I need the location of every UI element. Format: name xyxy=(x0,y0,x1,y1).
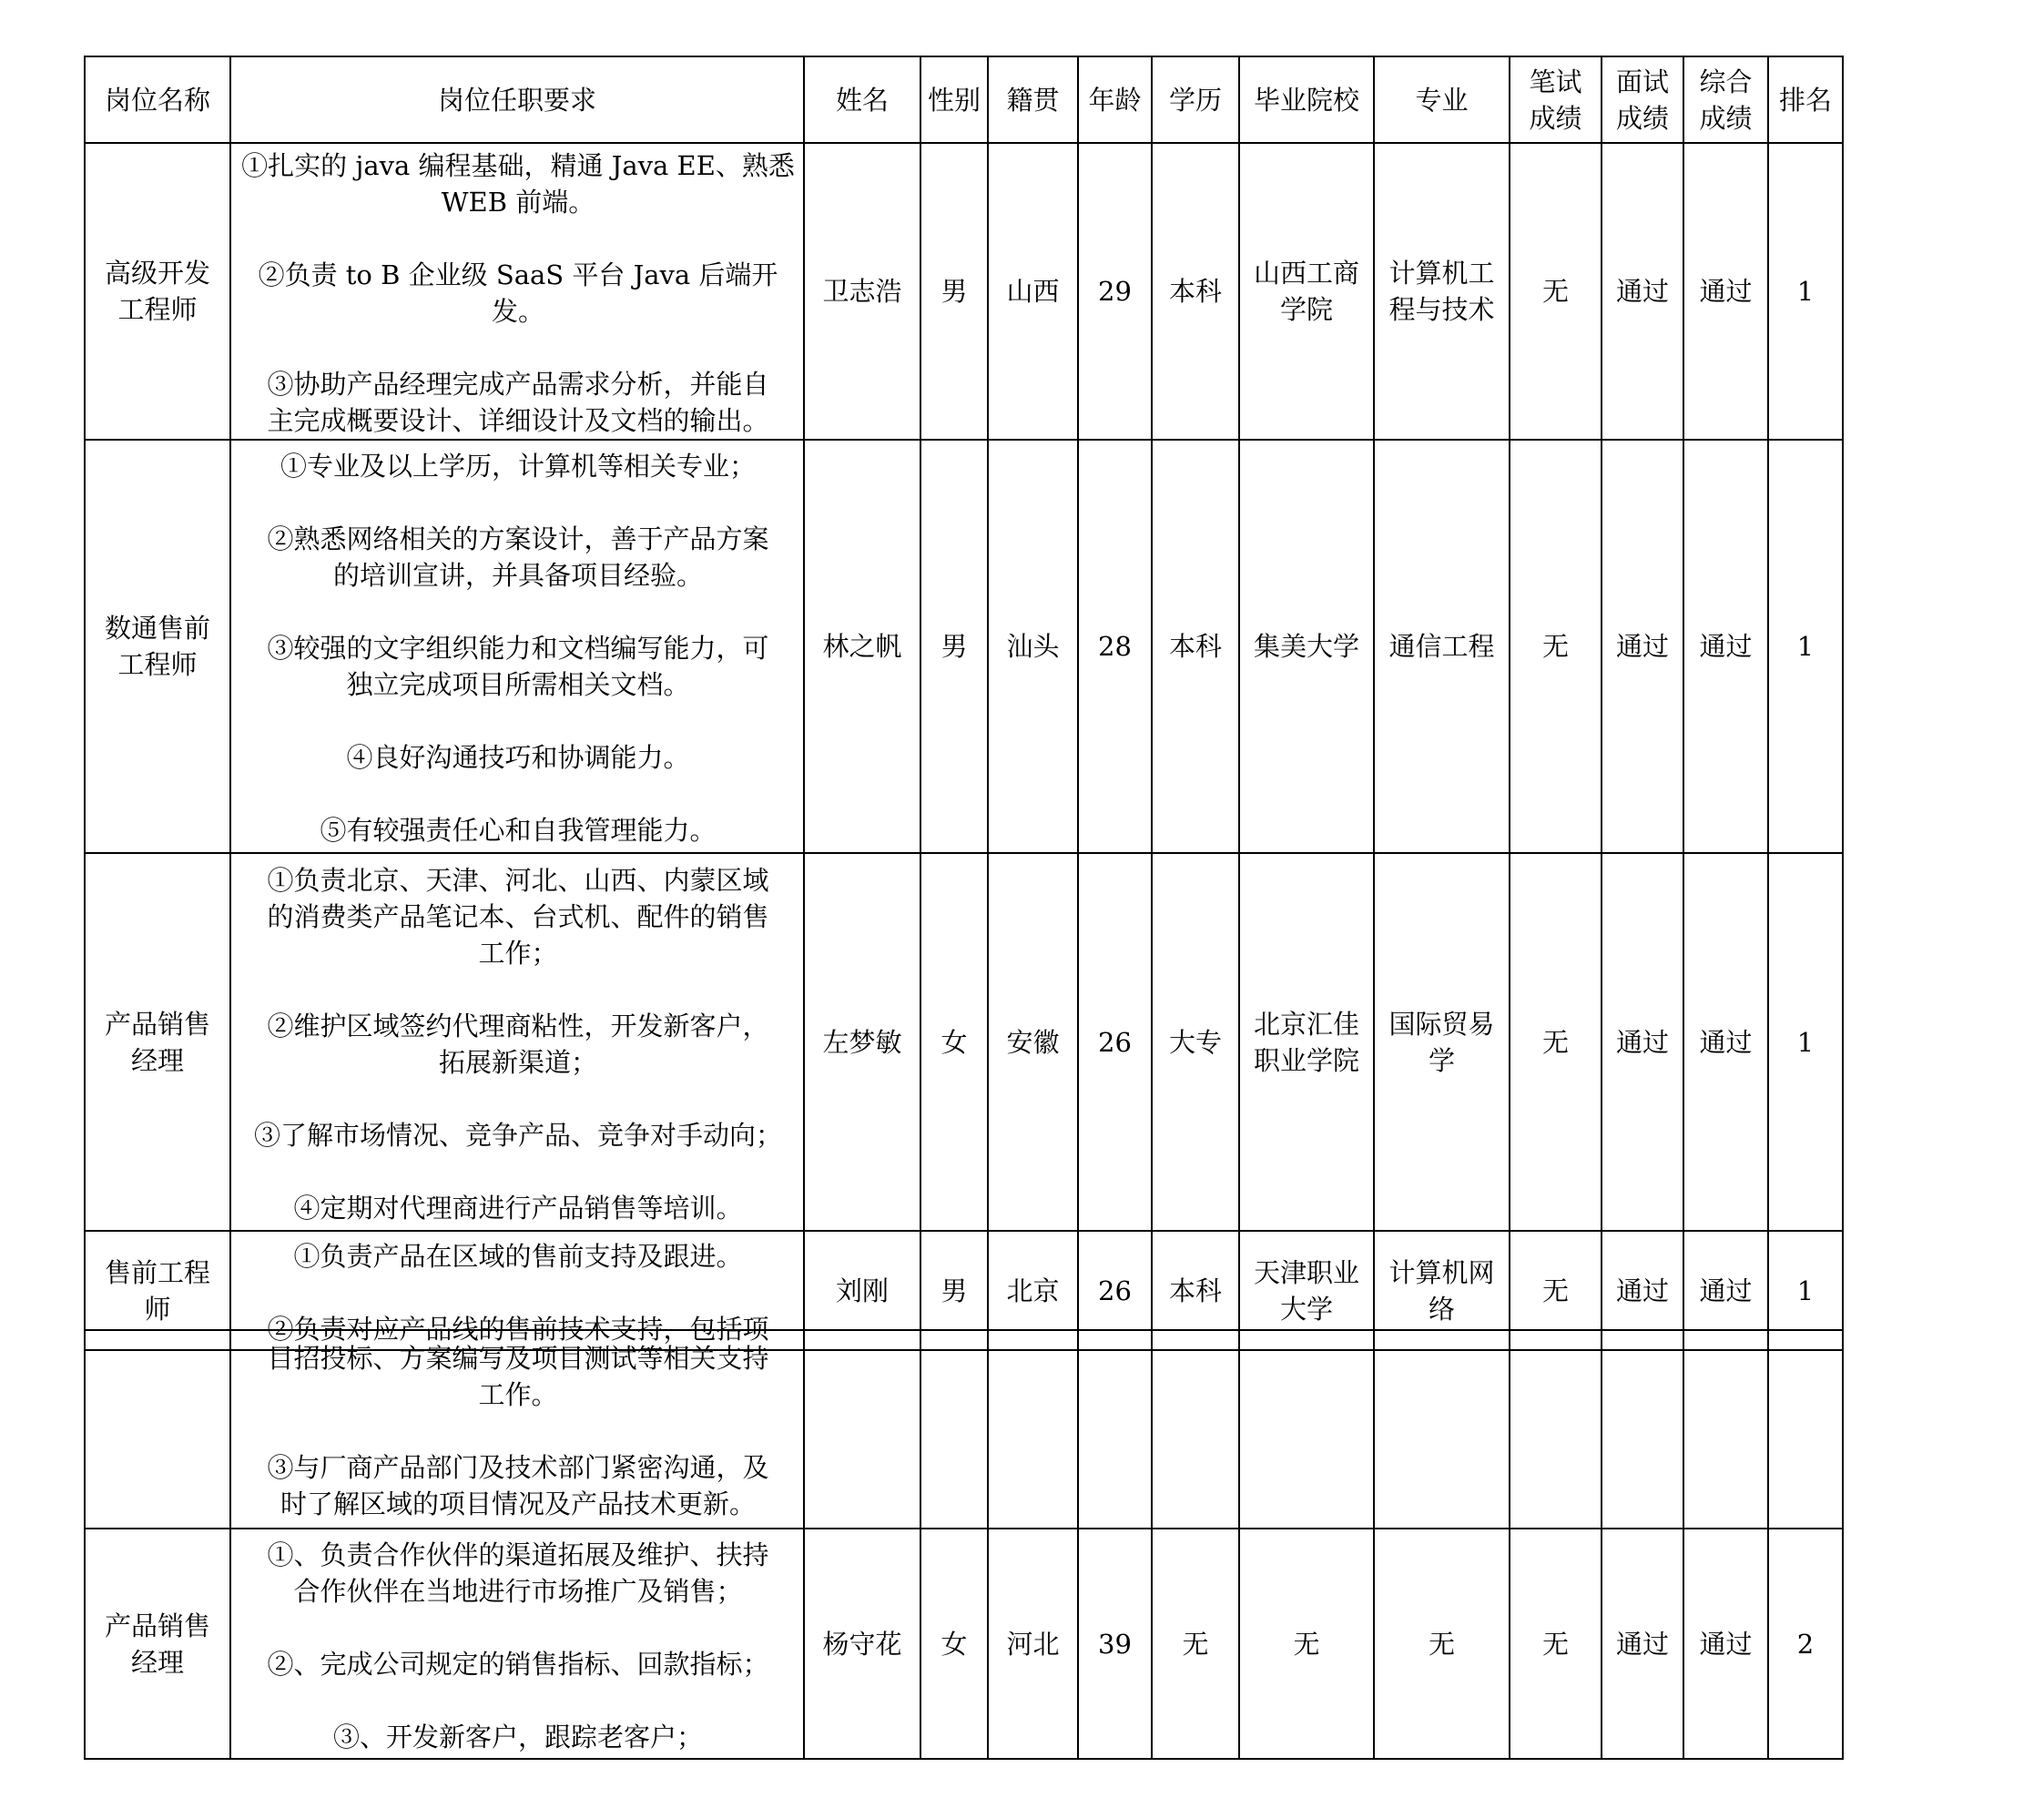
school-cell-line: 集美大学 xyxy=(1253,631,1359,662)
requirements-list xyxy=(231,144,803,439)
major-cell-line: 计算机网 xyxy=(1388,1256,1495,1288)
age-cell: 26 xyxy=(1078,853,1152,1231)
requirement-item xyxy=(237,1449,799,1522)
position-cell xyxy=(85,1330,230,1529)
hometown-cell: 北京 xyxy=(988,1231,1078,1350)
rank-cell: 1 xyxy=(1768,440,1843,853)
rank-cell xyxy=(1768,1330,1843,1529)
written-score-cell xyxy=(1510,1330,1602,1529)
overall-score-cell: 通过 xyxy=(1683,1529,1768,1759)
requirement-item xyxy=(237,812,799,848)
requirement-item xyxy=(237,1238,799,1275)
overall-score-cell: 通过 xyxy=(1683,1231,1768,1350)
position-cell-line: 产品销售 xyxy=(104,1610,210,1641)
requirement-line: ②、完成公司规定的销售指标、回款指标； xyxy=(267,1648,769,1680)
hometown-cell: 河北 xyxy=(988,1529,1078,1759)
school-cell-line: 山西工商 xyxy=(1253,258,1359,289)
requirement-line: ①负责产品在区域的售前支持及跟进。 xyxy=(293,1240,743,1272)
requirement-line: ③较强的文字组织能力和文档编写能力，可 xyxy=(267,633,769,664)
school-cell xyxy=(1239,440,1374,853)
hometown-cell: 山西 xyxy=(988,143,1078,440)
header-interview-line1: 面试 xyxy=(1615,66,1669,97)
requirement-line: 主完成概要设计、详细设计及文档的输出。 xyxy=(267,405,769,436)
header-name: 姓名 xyxy=(804,56,920,143)
table-row xyxy=(85,853,1843,1231)
school-cell-line: 大学 xyxy=(1279,1293,1333,1325)
rank-cell: 1 xyxy=(1768,143,1843,440)
table-row xyxy=(85,1529,1843,1759)
header-overall-line1: 综合 xyxy=(1699,66,1753,97)
education-cell xyxy=(1152,1330,1239,1529)
requirement-item xyxy=(237,1537,799,1610)
requirement-line: 合作伙伴在当地进行市场推广及销售； xyxy=(293,1575,743,1607)
position-cell xyxy=(85,143,230,440)
gender-cell: 男 xyxy=(920,1231,988,1350)
requirement-line: ①负责北京、天津、河北、山西、内蒙区域 xyxy=(267,864,769,896)
school-cell xyxy=(1239,143,1374,440)
header-age: 年龄 xyxy=(1078,56,1152,143)
major-cell xyxy=(1374,1330,1510,1529)
requirements-list xyxy=(231,444,803,848)
written-score-cell: 无 xyxy=(1510,853,1602,1231)
gender-cell xyxy=(920,1330,988,1529)
header-written-line1: 笔试 xyxy=(1529,66,1582,97)
header-row xyxy=(85,56,1843,143)
interview-score-cell: 通过 xyxy=(1602,143,1683,440)
header-interview-line2: 成绩 xyxy=(1615,102,1669,134)
hometown-cell: 安徽 xyxy=(988,853,1078,1231)
requirement-line: ③协助产品经理完成产品需求分析，并能自 xyxy=(267,369,769,400)
position-cell-line: 产品销售 xyxy=(104,1008,210,1040)
interview-score-cell: 通过 xyxy=(1602,853,1683,1231)
requirements-list xyxy=(231,858,803,1226)
header-school: 毕业院校 xyxy=(1239,56,1374,143)
requirement-line: ②负责对应产品线的售前技术支持，包括项 xyxy=(267,1313,769,1345)
hometown-cell: 汕头 xyxy=(988,440,1078,853)
requirement-item xyxy=(237,1117,799,1153)
hometown-cell xyxy=(988,1330,1078,1529)
position-cell-line: 工程师 xyxy=(117,649,198,680)
position-cell xyxy=(85,853,230,1231)
overall-score-cell xyxy=(1683,1330,1768,1529)
requirement-line: 目招投标、方案编写及项目测试等相关支持 xyxy=(267,1343,769,1374)
requirements-cell xyxy=(230,853,804,1231)
gender-cell: 女 xyxy=(920,853,988,1231)
age-cell xyxy=(1078,1330,1152,1529)
requirement-line: 工作。 xyxy=(478,1379,558,1410)
header-requirements: 岗位任职要求 xyxy=(230,56,804,143)
major-cell xyxy=(1374,853,1510,1231)
major-cell-line: 学 xyxy=(1428,1044,1455,1076)
position-cell xyxy=(85,440,230,853)
education-cell: 本科 xyxy=(1152,1231,1239,1350)
header-interview-score xyxy=(1602,56,1683,143)
requirement-line: 的消费类产品笔记本、台式机、配件的销售 xyxy=(267,900,769,932)
position-cell-line: 经理 xyxy=(130,1044,184,1076)
requirement-item xyxy=(237,862,799,971)
candidate-table-continued xyxy=(84,1329,1844,1760)
position-cell-line: 工程师 xyxy=(117,294,198,325)
requirement-line: ④定期对代理商进行产品销售等培训。 xyxy=(293,1192,743,1224)
position-cell-line: 师 xyxy=(144,1293,171,1325)
name-cell: 杨守花 xyxy=(804,1529,920,1759)
name-cell: 左梦敏 xyxy=(804,853,920,1231)
requirement-item xyxy=(237,521,799,594)
major-cell-line: 络 xyxy=(1428,1293,1455,1325)
overall-score-cell: 通过 xyxy=(1683,440,1768,853)
age-cell: 26 xyxy=(1078,1231,1152,1350)
requirements-cell xyxy=(230,440,804,853)
school-cell xyxy=(1239,1330,1374,1529)
school-cell-line: 天津职业 xyxy=(1253,1256,1359,1288)
major-cell-line: 无 xyxy=(1428,1628,1455,1660)
education-cell: 本科 xyxy=(1152,143,1239,440)
requirement-line: ③了解市场情况、竞争产品、竞争对手动向； xyxy=(253,1119,782,1151)
requirement-item xyxy=(237,1190,799,1226)
requirement-line: WEB 前端。 xyxy=(441,187,595,218)
position-cell-line: 数通售前 xyxy=(104,613,210,644)
education-cell: 无 xyxy=(1152,1529,1239,1759)
major-cell xyxy=(1374,440,1510,853)
requirement-item xyxy=(237,739,799,776)
header-gender: 性别 xyxy=(920,56,988,143)
requirement-line: 的培训宣讲，并具备项目经验。 xyxy=(332,560,703,591)
continuation-row xyxy=(85,1330,1843,1529)
requirement-line: ④良好沟通技巧和协调能力。 xyxy=(346,742,690,773)
major-cell-line: 通信工程 xyxy=(1388,631,1495,662)
written-score-cell: 无 xyxy=(1510,1231,1602,1350)
requirement-line: 独立完成项目所需相关文档。 xyxy=(346,669,690,700)
major-cell xyxy=(1374,1529,1510,1759)
requirement-line: 时了解区域的项目情况及产品技术更新。 xyxy=(280,1488,756,1519)
major-cell-line: 计算机工 xyxy=(1388,258,1495,289)
requirements-list xyxy=(231,1533,803,1755)
gender-cell: 男 xyxy=(920,440,988,853)
requirement-item xyxy=(237,366,799,439)
school-cell-line: 无 xyxy=(1293,1628,1320,1660)
school-cell xyxy=(1239,853,1374,1231)
gender-cell: 女 xyxy=(920,1529,988,1759)
interview-score-cell: 通过 xyxy=(1602,1529,1683,1759)
requirement-line: ⑤有较强责任心和自我管理能力。 xyxy=(320,815,717,846)
requirement-line: ②熟悉网络相关的方案设计，善于产品方案 xyxy=(267,523,769,554)
requirement-item xyxy=(237,1340,799,1413)
major-cell-line: 程与技术 xyxy=(1388,294,1495,325)
overall-score-cell: 通过 xyxy=(1683,143,1768,440)
rank-cell: 1 xyxy=(1768,853,1843,1231)
school-cell-line: 职业学院 xyxy=(1253,1044,1359,1076)
table-row xyxy=(85,143,1843,440)
requirement-item xyxy=(237,1646,799,1682)
requirement-line: ③、开发新客户，跟踪老客户； xyxy=(332,1721,703,1752)
requirement-item xyxy=(237,147,799,220)
interview-score-cell xyxy=(1602,1330,1683,1529)
name-cell: 林之帆 xyxy=(804,440,920,853)
header-written-line2: 成绩 xyxy=(1529,102,1582,134)
rank-cell: 1 xyxy=(1768,1231,1843,1350)
name-cell: 卫志浩 xyxy=(804,143,920,440)
header-hometown: 籍贯 xyxy=(988,56,1078,143)
major-cell-line: 国际贸易 xyxy=(1388,1008,1495,1040)
interview-score-cell: 通过 xyxy=(1602,440,1683,853)
major-cell xyxy=(1374,143,1510,440)
header-overall-score xyxy=(1683,56,1768,143)
written-score-cell: 无 xyxy=(1510,440,1602,853)
requirement-line: ①扎实的 java 编程基础，精通 Java EE、熟悉 xyxy=(241,150,795,181)
position-cell-line: 售前工程 xyxy=(104,1256,210,1288)
header-overall-line2: 成绩 xyxy=(1699,102,1753,134)
requirement-item xyxy=(237,630,799,703)
header-position: 岗位名称 xyxy=(85,56,230,143)
position-cell xyxy=(85,1529,230,1759)
candidate-table xyxy=(84,56,1844,1351)
header-education: 学历 xyxy=(1152,56,1239,143)
requirement-line: ①、负责合作伙伴的渠道拓展及维护、扶持 xyxy=(267,1539,769,1570)
requirement-line: ③与厂商产品部门及技术部门紧密沟通，及 xyxy=(267,1452,769,1483)
gender-cell: 男 xyxy=(920,143,988,440)
name-cell: 刘刚 xyxy=(804,1231,920,1350)
header-rank: 排名 xyxy=(1768,56,1843,143)
requirement-line: ②负责 to B 企业级 SaaS 平台 Java 后端开发。 xyxy=(258,259,778,327)
overall-score-cell: 通过 xyxy=(1683,853,1768,1231)
requirements-list xyxy=(231,1336,803,1522)
position-cell-line: 经理 xyxy=(130,1646,184,1678)
age-cell: 29 xyxy=(1078,143,1152,440)
requirements-cell xyxy=(230,143,804,440)
requirements-cell xyxy=(230,1529,804,1759)
requirement-line: 拓展新渠道； xyxy=(438,1046,597,1078)
age-cell: 39 xyxy=(1078,1529,1152,1759)
table-row xyxy=(85,440,1843,853)
interview-score-cell: 通过 xyxy=(1602,1231,1683,1350)
requirements-cell xyxy=(230,1330,804,1529)
school-cell-line: 学院 xyxy=(1279,294,1333,325)
written-score-cell: 无 xyxy=(1510,1529,1602,1759)
header-written-score xyxy=(1510,56,1602,143)
school-cell xyxy=(1239,1529,1374,1759)
header-major: 专业 xyxy=(1374,56,1510,143)
school-cell-line: 北京汇佳 xyxy=(1253,1008,1359,1040)
requirement-item xyxy=(237,1008,799,1081)
requirement-item xyxy=(237,448,799,484)
education-cell: 本科 xyxy=(1152,440,1239,853)
requirement-line: ②维护区域签约代理商粘性，开发新客户， xyxy=(267,1010,769,1041)
rank-cell: 2 xyxy=(1768,1529,1843,1759)
education-cell: 大专 xyxy=(1152,853,1239,1231)
requirement-item xyxy=(237,1719,799,1755)
age-cell: 28 xyxy=(1078,440,1152,853)
requirement-line: 工作； xyxy=(478,937,558,969)
position-cell-line: 高级开发 xyxy=(104,258,210,289)
name-cell xyxy=(804,1330,920,1529)
requirement-item xyxy=(237,257,799,330)
requirement-line: ①专业及以上学历，计算机等相关专业； xyxy=(280,451,756,482)
written-score-cell: 无 xyxy=(1510,143,1602,440)
